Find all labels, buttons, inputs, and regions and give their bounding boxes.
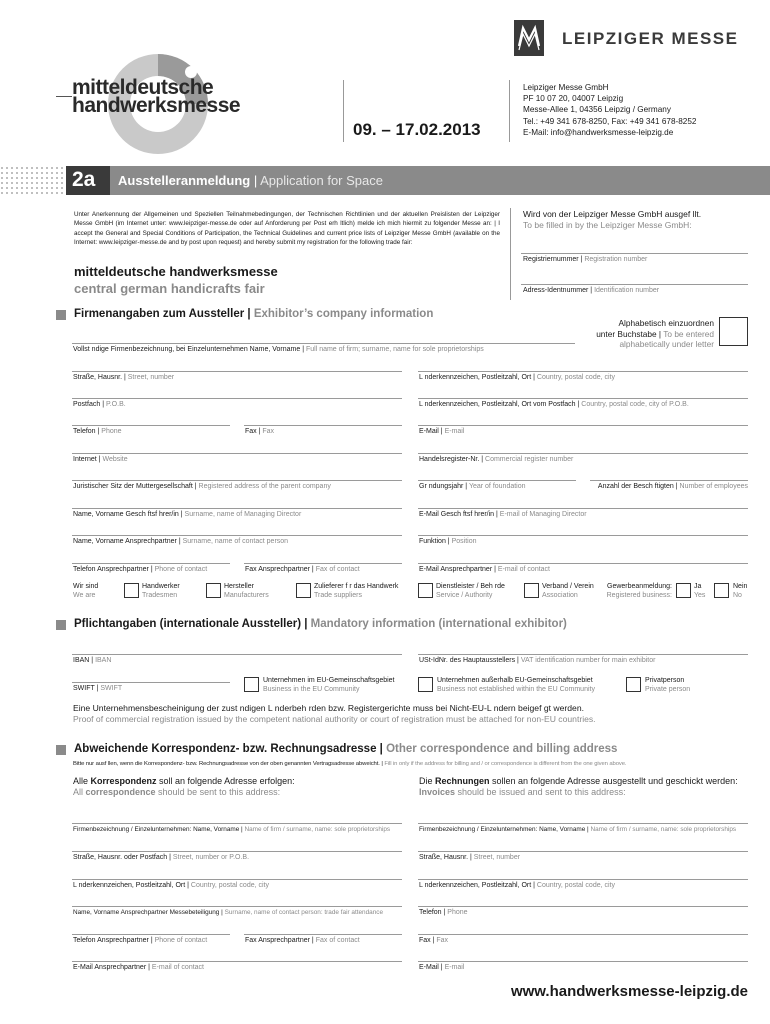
inv-email-label: E-Mail | E-mail	[419, 964, 465, 971]
label-de: USt-IdNr. des Hauptausstellers	[419, 657, 516, 664]
label-en: Country, postal code, city	[190, 882, 269, 889]
label-en: Street, number or P.O.B.	[172, 854, 250, 861]
label-en: Registered address of the parent company	[198, 483, 331, 490]
label-en: P.O.B.	[105, 401, 126, 408]
label-en: SWIFT	[100, 685, 123, 692]
label-en: Street, number	[127, 374, 175, 381]
label-de: Nein	[733, 583, 748, 590]
type-checkbox-tradesmen[interactable]	[124, 583, 139, 598]
text: soll an folgende Adresse erfolgen:	[156, 776, 295, 786]
label-en: Number of employees	[679, 483, 748, 490]
section-bullet	[56, 745, 66, 755]
label-de: Vollst ndige Firmenbezeichnung, bei Einzelunternehmen Name, Vorname	[73, 346, 301, 353]
inv-country-field[interactable]	[418, 879, 748, 880]
inv-fax-label: Fax | Fax	[419, 937, 449, 944]
inv-phone-label: Telefon | Phone	[419, 909, 468, 916]
office-use-divider	[510, 208, 511, 300]
eu-out-checkbox[interactable]	[418, 677, 433, 692]
label-en: Phone of contact	[154, 566, 208, 573]
label-de: E-Mail Gesch ftsf hrer/in	[419, 511, 495, 518]
office-id-label: Adress-Identnummer | Identification number	[523, 287, 660, 294]
text: should be sent to this address:	[155, 787, 281, 797]
label-de: E-Mail Ansprechpartner	[73, 964, 147, 971]
eu-out-label	[437, 676, 595, 694]
footer-url: www.handwerksmesse-leipzig.de	[510, 983, 748, 1000]
office-reg-label: Registriernummer | Registration number	[523, 256, 648, 263]
label-en: Registered business:	[606, 592, 672, 599]
mandatory-section-title: Pflichtangaben (internationale Aussteller) | Mandatory information (international exhibitor)	[74, 618, 567, 630]
label-en: Fax	[262, 428, 275, 435]
we-are-label	[73, 582, 98, 600]
label-de: Firmenbezeichnung / Einzelunternehmen: Name, Vorname	[419, 826, 586, 833]
founded-field[interactable]	[418, 480, 576, 481]
inv-fax-field[interactable]	[418, 934, 748, 935]
label-de: Fax	[245, 428, 257, 435]
label-de: Dienstleister / Beh rde	[436, 583, 505, 590]
country-label: L nderkennzeichen, Postleitzahl, Ort | Country, postal code, city	[419, 374, 615, 381]
company-section-title: Firmenangaben zum Aussteller | Exhibitor’s company information	[74, 308, 434, 320]
label-de: Anzahl der Besch ftigten	[597, 483, 674, 490]
address-line: PF 10 07 20, 04007 Leipzig	[523, 94, 624, 104]
label-en: IBAN	[95, 657, 112, 664]
label-en: Country, postal code, city of P.O.B.	[581, 401, 689, 408]
label-en: Association	[542, 592, 578, 599]
mandatory-note-de: Eine Unternehmensbescheinigung der zust ndigen L nderbeh rden bzw. Registergerichte muss bei Nicht-EU-L ndern beigef gt werden.	[73, 703, 584, 713]
mandatory-note-en: Proof of commercial registration issued by the competent national authority or court of registration must be attached for non-EU countries.	[73, 714, 596, 724]
label-de: Fax	[419, 937, 431, 944]
text-bold: Rechnungen	[435, 776, 490, 786]
note-en: Fill in only if the address for billing and / or correspondence is different from the one given above.	[384, 761, 627, 767]
address-block	[523, 82, 696, 138]
corr-street-field[interactable]	[72, 851, 402, 852]
type-association-label	[542, 582, 594, 600]
label-de: IBAN	[73, 657, 90, 664]
swift-field[interactable]	[72, 682, 230, 683]
billing-section-title: Abweichende Korrespondenz- bzw. Rechnungsadresse | Other correspondence and billing address	[74, 743, 618, 755]
label-en: E-mail	[444, 964, 465, 971]
label-de: Fax Ansprechpartner	[245, 937, 310, 944]
alpha-en-1: To be entered	[663, 328, 714, 339]
label-de: Straße, Hausnr.	[419, 854, 469, 861]
website-label: Internet | Website	[73, 456, 128, 463]
form-title-sep: |	[253, 173, 258, 188]
corr-phone-field[interactable]	[72, 934, 230, 935]
corr-fax-field[interactable]	[244, 934, 402, 935]
email-label: E-Mail | E-mail	[419, 428, 465, 435]
text-bold: Korrespondenz	[90, 776, 157, 786]
corr-street-label: Straße, Hausnr. oder Postfach | Street, number or P.O.B.	[73, 854, 250, 861]
label-de: SWIFT	[73, 685, 95, 692]
alpha-letter-box[interactable]	[719, 317, 748, 346]
office-title-de: Wird von der Leipziger Messe GmbH ausgef llt.	[523, 209, 702, 219]
title-de: Abweichende Korrespondenz- bzw. Rechnungsadresse	[74, 743, 377, 755]
inv-firm-label: Firmenbezeichnung / Einzelunternehmen: Name, Vorname | Name of firm / surname, name: sole proprietorships	[419, 826, 737, 833]
section-bullet	[56, 620, 66, 630]
label-en: Fax of contact	[315, 937, 360, 944]
intro-fair-en: central german handicrafts fair	[74, 281, 265, 296]
vat-label: USt-IdNr. des Hauptausstellers | VAT identification number for main exhibitor	[419, 657, 656, 664]
fullname-label: Vollst ndige Firmenbezeichnung, bei Einzelunternehmen Name, Vorname | Full name of firm; surname, name for sole proprietorships	[73, 346, 484, 353]
inv-firm-field[interactable]	[418, 823, 748, 824]
md-label: Name, Vorname Gesch ftsf hrer/in | Surname, name of Managing Director	[73, 511, 302, 518]
fax-field[interactable]	[244, 425, 402, 426]
text-bold: correspondence	[85, 787, 156, 797]
header-divider	[343, 80, 344, 142]
label-de: Postfach	[73, 401, 101, 408]
registration-number-field[interactable]	[521, 284, 748, 285]
header-divider-2	[509, 80, 510, 142]
label-en: Private person	[645, 686, 691, 693]
title-de: Pflichtangaben (internationale Aussteller)	[74, 618, 302, 630]
billing-note: Bitte nur ausf llen, wenn die Korrespondenz- bzw. Rechnungsadresse von der oben genannten Vertragsadresse abweicht. | Fill in only if the address for billing and / or correspondence is different from the one given above.	[73, 761, 627, 767]
label-en: We are	[73, 592, 96, 599]
label-en: Commercial register number	[485, 456, 574, 463]
phone-label: Telefon | Phone	[73, 428, 122, 435]
label-de: Telefon	[73, 428, 96, 435]
label-en: Business in the EU Community	[263, 686, 360, 693]
label-en: Surname, name of contact person: trade fair attendance	[224, 909, 384, 916]
label-de: Gewerbeanmeldung:	[607, 583, 672, 590]
intro-text: Unter Anerkennung der Allgemeinen und Speziellen Teilnahmebedingungen, der Technischen Richtlinien und der aktuellen Preislisten der Leipziger Messe GmbH (im Internet unter: www.leipziger-messe.de oder auf Anforderung per Post erh ltlich) melde ich mich hiermit zu folgender Messe an: | I accept the General and Special Conditions of Participation, the Technical Guidelines and current price lists of Leipziger Messe GmbH (available on the Internet: www.leipziger-messe.de and by post upon request) and hereby submit my registration for the following trade fair:	[74, 211, 500, 247]
label-en: E-mail of contact	[497, 566, 551, 573]
corr-email-field[interactable]	[72, 961, 402, 962]
label-de: Wir sind	[73, 583, 99, 590]
corr-fax-label: Fax Ansprechpartner | Fax of contact	[245, 937, 360, 944]
label-de: Handelsregister-Nr.	[419, 456, 480, 463]
alpha-en-2: alphabetically under letter	[619, 339, 714, 349]
label-de: Handwerker	[142, 583, 180, 590]
text: Die	[419, 776, 436, 786]
section-bullet	[56, 310, 66, 320]
corr-firm-field[interactable]	[72, 823, 402, 824]
form-band	[0, 166, 770, 195]
text-bold: Invoices	[419, 787, 456, 797]
phone-field[interactable]	[72, 425, 230, 426]
text: sollen an folgende Adresse ausgestellt und geschickt werden:	[489, 776, 738, 786]
position-field[interactable]	[418, 535, 748, 536]
pobox-label: Postfach | P.O.B.	[73, 401, 126, 408]
office-line-reg	[521, 253, 748, 254]
label-en: Fax	[436, 937, 449, 944]
label-de: L nderkennzeichen, Postleitzahl, Ort	[73, 882, 186, 889]
corr-contact-label: Name, Vorname Ansprechpartner Messebeteiligung | Surname, name of contact person: trade fair attendance	[73, 909, 384, 916]
label-de: Registriernummer	[523, 256, 579, 263]
label-de: Zulieferer f r das Handwerk	[314, 583, 399, 590]
label-de: Telefon Ansprechpartner	[73, 566, 149, 573]
fair-logo-line2: handwerksmesse	[72, 94, 241, 117]
label-en: Service / Authority	[436, 592, 493, 599]
md-email-label: E-Mail Gesch ftsf hrer/in | E-mail of Managing Director	[419, 511, 587, 518]
eu-in-checkbox[interactable]	[244, 677, 259, 692]
label-en: Full name of firm; surname, name for sole proprietorships	[305, 346, 484, 353]
brand-name: LEIPZIGER MESSE	[562, 29, 739, 48]
hreg-field[interactable]	[418, 453, 748, 454]
country-field[interactable]	[418, 371, 748, 372]
country-po-field[interactable]	[418, 398, 748, 399]
label-de: Straße, Hausnr.	[73, 374, 123, 381]
label-de: Internet	[73, 456, 97, 463]
corr-firm-label: Firmenbezeichnung / Einzelunternehmen: Name, Vorname | Name of firm / surname, name: sole proprietorships	[73, 826, 391, 833]
label-en: Website	[102, 456, 128, 463]
trade-reg-yes-checkbox[interactable]	[676, 583, 691, 598]
parent-label: Juristischer Sitz der Muttergesellschaft | Registered address of the parent company	[73, 483, 331, 490]
label-en: Phone	[447, 909, 468, 916]
label-de: Funktion	[419, 538, 446, 545]
label-en: Position	[451, 538, 477, 545]
label-de: Verband / Verein	[542, 583, 594, 590]
cfax-label: Fax Ansprechpartner | Fax of contact	[245, 566, 360, 573]
cphone-field[interactable]	[72, 563, 230, 564]
contact-field[interactable]	[72, 535, 402, 536]
label-en: Trade suppliers	[314, 592, 362, 599]
iban-label: IBAN | IBAN	[73, 657, 112, 664]
label-de: E-Mail	[419, 964, 439, 971]
label-de: Telefon	[419, 909, 442, 916]
fax-label: Fax | Fax	[245, 428, 275, 435]
type-checkbox-manufacturers[interactable]	[206, 583, 221, 598]
label-de: L nderkennzeichen, Postleitzahl, Ort vom Postfach	[419, 401, 576, 408]
type-service-label	[436, 582, 505, 600]
trade-reg-no-checkbox[interactable]	[714, 583, 729, 598]
label-de: Name, Vorname Ansprechpartner Messebeteiligung	[73, 909, 220, 916]
label-en: Yes	[694, 592, 706, 599]
parent-field[interactable]	[72, 480, 402, 481]
label-en: Name of firm / surname, name: sole proprietorships	[590, 826, 737, 833]
office-title-en: To be filled in by the Leipziger Messe GmbH:	[523, 220, 692, 230]
street-field[interactable]	[72, 371, 402, 372]
email-field[interactable]	[418, 425, 748, 426]
label-en: Identification number	[594, 287, 660, 294]
fair-logo-line1: mitteldeutsche	[72, 76, 214, 99]
hreg-label: Handelsregister-Nr. | Commercial register number	[419, 456, 574, 463]
type-checkbox-service[interactable]	[418, 583, 433, 598]
label-de: Gr ndungsjahr	[419, 483, 464, 490]
label-en: Fax of contact	[315, 566, 360, 573]
yes-label	[694, 582, 705, 600]
form-title	[118, 173, 383, 188]
address-line: Tel.: +49 341 678-8250, Fax: +49 341 678-8252	[523, 116, 697, 126]
eu-in-label	[263, 676, 395, 694]
position-label: Funktion | Position	[419, 538, 477, 545]
corr-country-field[interactable]	[72, 879, 402, 880]
leipziger-messe-logo	[514, 20, 750, 56]
label-de: Firmenbezeichnung / Einzelunternehmen: Name, Vorname	[73, 826, 240, 833]
label-de: E-Mail Ansprechpartner	[419, 566, 493, 573]
vat-field[interactable]	[418, 654, 748, 655]
employees-label: Anzahl der Besch ftigten | Number of employees	[597, 483, 748, 490]
label-en: E-mail of contact	[151, 964, 205, 971]
pobox-field[interactable]	[72, 398, 402, 399]
label-en: Phone	[101, 428, 122, 435]
label-en: E-mail	[444, 428, 465, 435]
label-en: No	[733, 592, 742, 599]
label-de: Telefon Ansprechpartner	[73, 937, 149, 944]
label-en: Country, postal code, city	[536, 882, 615, 889]
fair-dates: 09. – 17.02.2013	[353, 120, 481, 139]
md-field[interactable]	[72, 508, 402, 509]
label-en: Country, postal code, city	[536, 374, 615, 381]
cemail-field[interactable]	[418, 563, 748, 564]
intro-fair-de: mitteldeutsche handwerksmesse	[74, 264, 278, 279]
iban-field[interactable]	[72, 654, 402, 655]
type-checkbox-association[interactable]	[524, 583, 539, 598]
cfax-field[interactable]	[244, 563, 402, 564]
country-po-label: L nderkennzeichen, Postleitzahl, Ort vom Postfach | Country, postal code, city of P.O.B.	[419, 401, 689, 408]
employees-field[interactable]	[590, 480, 748, 481]
corr-country-label: L nderkennzeichen, Postleitzahl, Ort | Country, postal code, city	[73, 882, 269, 889]
inv-phone-field[interactable]	[418, 906, 748, 907]
text: Alle	[73, 776, 91, 786]
fullname-field[interactable]	[72, 343, 575, 344]
form-title-en: Application for Space	[260, 173, 383, 188]
label-de: E-Mail	[419, 428, 439, 435]
label-de: Name, Vorname Ansprechpartner	[73, 538, 177, 545]
label-en: Name of firm / surname, name: sole proprietorships	[244, 826, 391, 833]
no-label	[733, 582, 747, 600]
fair-logo	[56, 54, 256, 164]
founded-label: Gr ndungsjahr | Year of foundation	[419, 483, 526, 490]
label-en: E-mail of Managing Director	[499, 511, 587, 518]
corr-phone-label: Telefon Ansprechpartner | Phone of contact	[73, 937, 208, 944]
corr-email-label: E-Mail Ansprechpartner | E-mail of contact	[73, 964, 205, 971]
inv-country-label: L nderkennzeichen, Postleitzahl, Ort | Country, postal code, city	[419, 882, 615, 889]
inv-email-field[interactable]	[418, 961, 748, 962]
form-title-de: Ausstelleranmeldung	[118, 173, 251, 188]
mm-logo-icon	[514, 20, 544, 56]
label-de: Unternehmen im EU-Gemeinschaftsgebiet	[263, 677, 395, 684]
label-en: Registration number	[584, 256, 648, 263]
text: All	[73, 787, 86, 797]
trade-reg-label	[606, 582, 672, 600]
band-dots	[0, 166, 68, 195]
label-en: Surname, name of Managing Director	[184, 511, 302, 518]
title-en: Exhibitor’s company information	[253, 308, 434, 320]
title-de: Firmenangaben zum Aussteller	[74, 308, 245, 320]
form-number: 2a	[72, 168, 96, 191]
corr-contact-field[interactable]	[72, 906, 402, 907]
label-de: L nderkennzeichen, Postleitzahl, Ort	[419, 882, 532, 889]
label-de: L nderkennzeichen, Postleitzahl, Ort	[419, 374, 532, 381]
label-en: Year of foundation	[468, 483, 526, 490]
cemail-label: E-Mail Ansprechpartner | E-mail of contact	[419, 566, 551, 573]
md-email-field[interactable]	[418, 508, 748, 509]
label-de: Unternehmen außerhalb EU-Gemeinschaftsgebiet	[437, 677, 593, 684]
invoice-heading	[419, 776, 738, 798]
label-de: Privatperson	[645, 677, 685, 684]
alpha-label: Alphabetisch einzuordnen unter Buchstabe | To be entered alphabetically under letter	[560, 318, 714, 350]
private-checkbox[interactable]	[626, 677, 641, 692]
label-de: Straße, Hausnr. oder Postfach	[73, 854, 168, 861]
address-line: Messe-Allee 1, 04356 Leipzig / Germany	[523, 105, 671, 115]
type-tradesmen-label	[142, 582, 180, 600]
label-en: Street, number	[473, 854, 521, 861]
label-de: Name, Vorname Gesch ftsf hrer/in	[73, 511, 179, 518]
alpha-de-2: unter Buchstabe	[596, 328, 657, 339]
label-de: Fax Ansprechpartner	[245, 566, 310, 573]
address-line: Leipziger Messe GmbH	[523, 83, 609, 92]
label-en: Tradesmen	[142, 592, 178, 599]
title-en: Mandatory information (international exhibitor)	[310, 618, 567, 630]
cphone-label: Telefon Ansprechpartner | Phone of contact	[73, 566, 208, 573]
street-label: Straße, Hausnr. | Street, number	[73, 374, 175, 381]
type-suppliers-label	[314, 582, 398, 600]
note-de: Bitte nur ausf llen, wenn die Korrespondenz- bzw. Rechnungsadresse von der oben genannten Vertragsadresse abweicht.	[73, 761, 380, 767]
alpha-de-1: Alphabetisch einzuordnen	[618, 318, 714, 328]
address-line: E-Mail: info@handwerksmesse-leipzig.de	[523, 127, 674, 137]
text: should be issued and sent to this address:	[455, 787, 626, 797]
label-en: Manufacturers	[224, 592, 269, 599]
private-label	[645, 676, 690, 694]
title-en: Other correspondence and billing address	[386, 743, 618, 755]
inv-street-label: Straße, Hausnr. | Street, number	[419, 854, 521, 861]
label-en: VAT identification number for main exhibitor	[520, 657, 656, 664]
type-manufacturers-label	[224, 582, 269, 600]
label-de: Juristischer Sitz der Muttergesellschaft	[73, 483, 193, 490]
type-checkbox-suppliers[interactable]	[296, 583, 311, 598]
contact-label: Name, Vorname Ansprechpartner | Surname, name of contact person	[73, 538, 289, 545]
label-de: Hersteller	[224, 583, 254, 590]
fair-logo-rule	[56, 96, 72, 97]
label-de: Adress-Identnummer	[523, 287, 589, 294]
label-de: Ja	[694, 583, 702, 590]
inv-street-field[interactable]	[418, 851, 748, 852]
label-en: Phone of contact	[154, 937, 208, 944]
website-field[interactable]	[72, 453, 402, 454]
correspondence-heading	[73, 776, 295, 798]
label-en: Surname, name of contact person	[182, 538, 289, 545]
label-en: Business not established within the EU Community	[437, 686, 595, 693]
swift-label: SWIFT | SWIFT	[73, 685, 123, 692]
